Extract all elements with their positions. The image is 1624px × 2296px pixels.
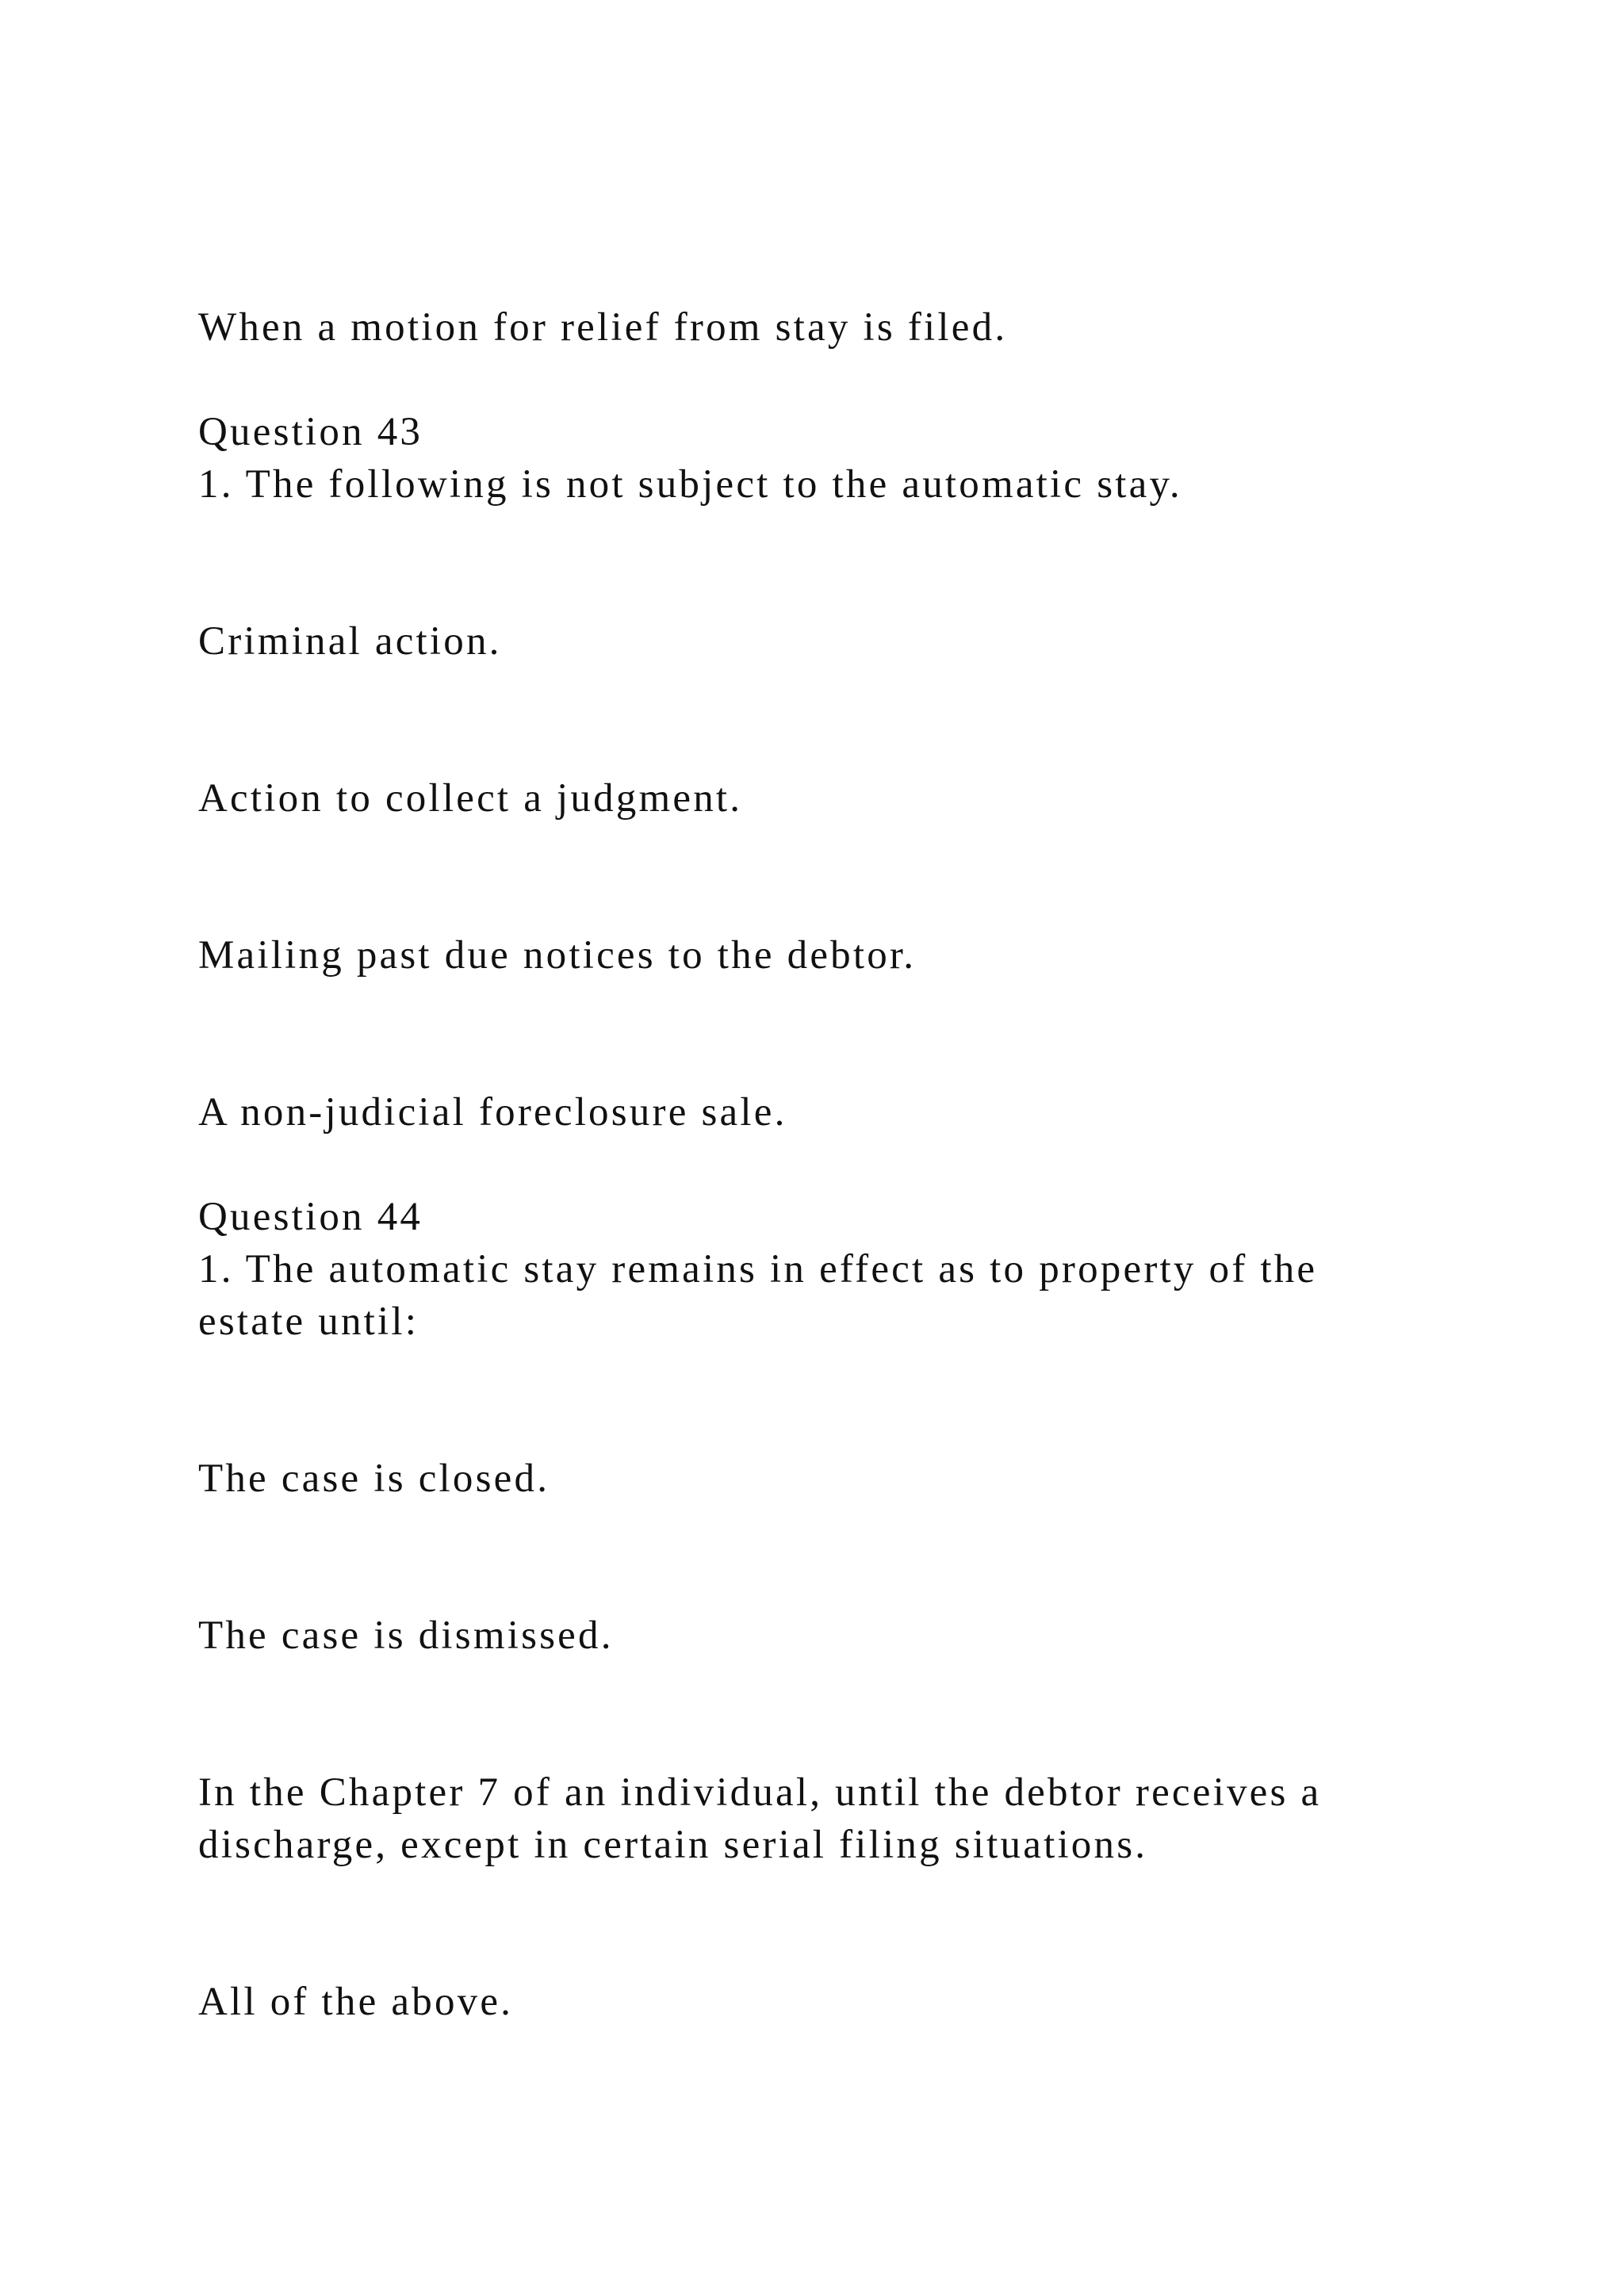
question-43-option-4: A non-judicial foreclosure sale. [198, 1090, 787, 1135]
question-43-option-1: Criminal action. [198, 619, 502, 664]
question-43-option-2: Action to collect a judgment. [198, 776, 743, 821]
question-43-prompt: 1. The following is not subject to the automatic stay. [198, 462, 1182, 507]
question-43-heading: Question 43 [198, 410, 423, 454]
previous-answer-option: When a motion for relief from stay is filed. [198, 305, 1008, 350]
question-44-option-4: All of the above. [198, 1980, 514, 2024]
question-44-prompt-line-1: 1. The automatic stay remains in effect as to property of the [198, 1247, 1318, 1292]
question-44-heading: Question 44 [198, 1195, 423, 1239]
question-44-option-1: The case is closed. [198, 1456, 550, 1501]
question-44-option-3-line-1: In the Chapter 7 of an individual, until the debtor receives a [198, 1770, 1322, 1815]
question-44-option-2: The case is dismissed. [198, 1613, 614, 1658]
question-44-option-3-line-2: discharge, except in certain serial filing situations. [198, 1823, 1148, 1867]
question-43-option-3: Mailing past due notices to the debtor. [198, 933, 917, 978]
question-44-prompt-line-2: estate until: [198, 1299, 419, 1344]
